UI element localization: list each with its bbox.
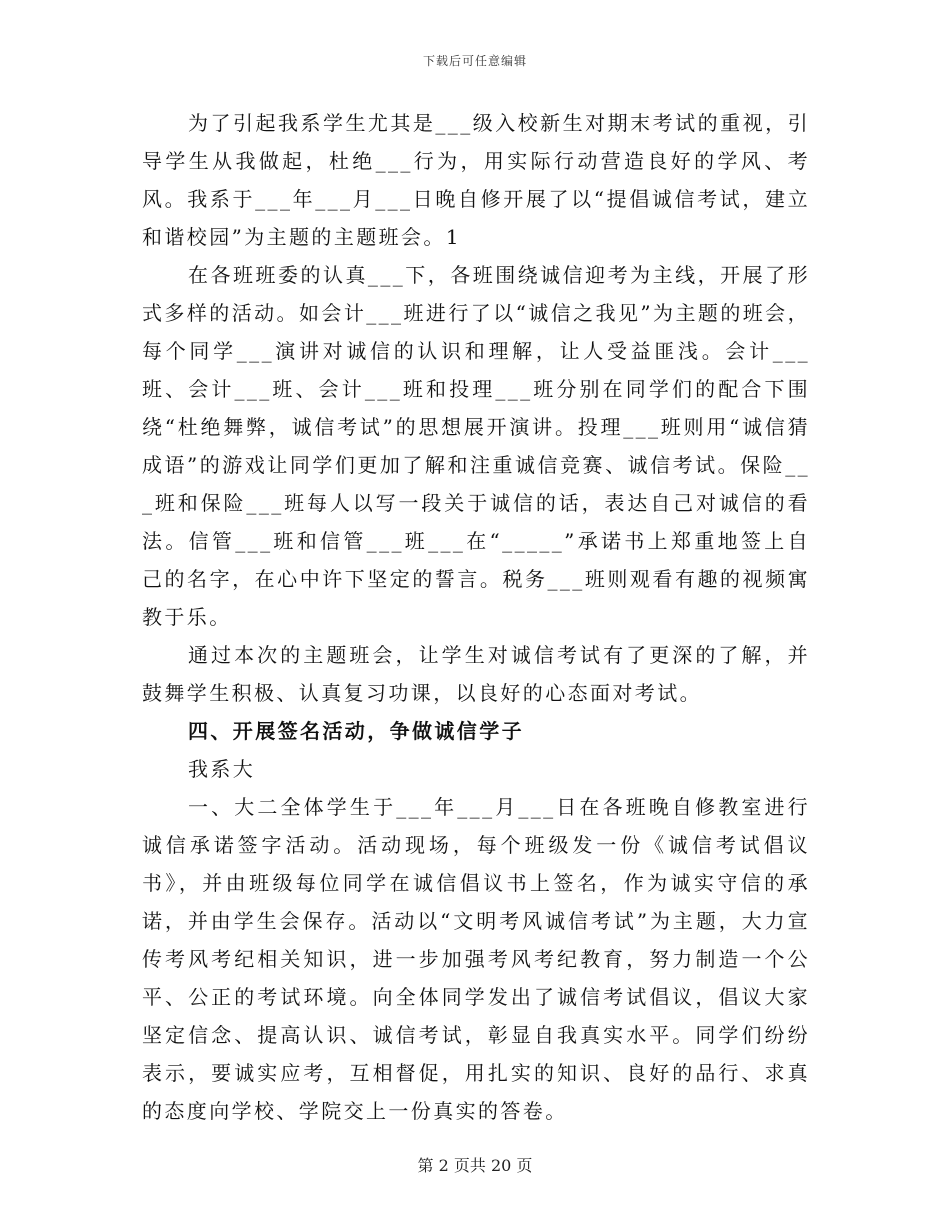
document-body [142, 104, 810, 1130]
page-footer: 第 2 页共 20 页 [417, 1156, 533, 1175]
paragraph-signature-activity: 一、大二全体学生于___年___月___日在各班晚自修教室进行诚信承诺签字活动。活动现场，每个班级发一份《诚信考试倡议书》，并由班级每位同学在诚信倡议书上签名，作为诚实守信的承诺，并由学生会保存。活动以“文明考风诚信考试”为主题，大力宣传考风考纪相关知识，进一步加强考风考纪教育，努力制造一个公平、公正的考试环境。向全体同学发出了诚信考试倡议，倡议大家坚定信念、提高认识、诚信考试，彰显自我真实水平。同学们纷纷表示，要诚实应考，互相督促，用扎实的知识、良好的品行、求真的态度向学校、学院交上一份真实的答卷。 [142, 795, 810, 1123]
page-header: 下载后可任意编辑 [422, 54, 527, 68]
paragraph-class-activities: 在各班班委的认真___下，各班围绕诚信迎考为主线，开展了形式多样的活动。如会计___班进行了以“诚信之我见”为主题的班会，每个同学___演讲对诚信的认识和理解，让人受益匪浅。会计___班、会计___班、会计___班和投理___班分别在同学们的配合下围绕“杜绝舞弊，诚信考试”的思想展开演讲。投理___班则用“诚信猜成语”的游戏让同学们更加了解和注重诚信竞赛、诚信考试。保险___班和保险___班每人以写一段关于诚信的话，表达自己对诚信的看法。信管___班和信管___班___在“_____”承诺书上郑重地签上自己的名字，在心中许下坚定的誓言。税务___班则观看有趣的视频寓教于乐。 [142, 263, 810, 629]
section-heading-signature-activity: 四、开展签名活动，争做诚信学子 [188, 719, 524, 743]
paragraph-short-line: 我系大 [188, 757, 256, 781]
paragraph-class-meeting-intro: 为了引起我系学生尤其是___级入校新生对期末考试的重视，引导学生从我做起，杜绝___行为，用实际行动营造良好的学风、考风。我系于___年___月___日晚自修开展了以“提倡诚信考试，建立和谐校园”为主题的主题班会。1 [142, 111, 810, 249]
paragraph-meeting-summary: 通过本次的主题班会，让学生对诚信考试有了更深的了解，并鼓舞学生积极、认真复习功课，以良好的心态面对考试。 [142, 643, 810, 705]
